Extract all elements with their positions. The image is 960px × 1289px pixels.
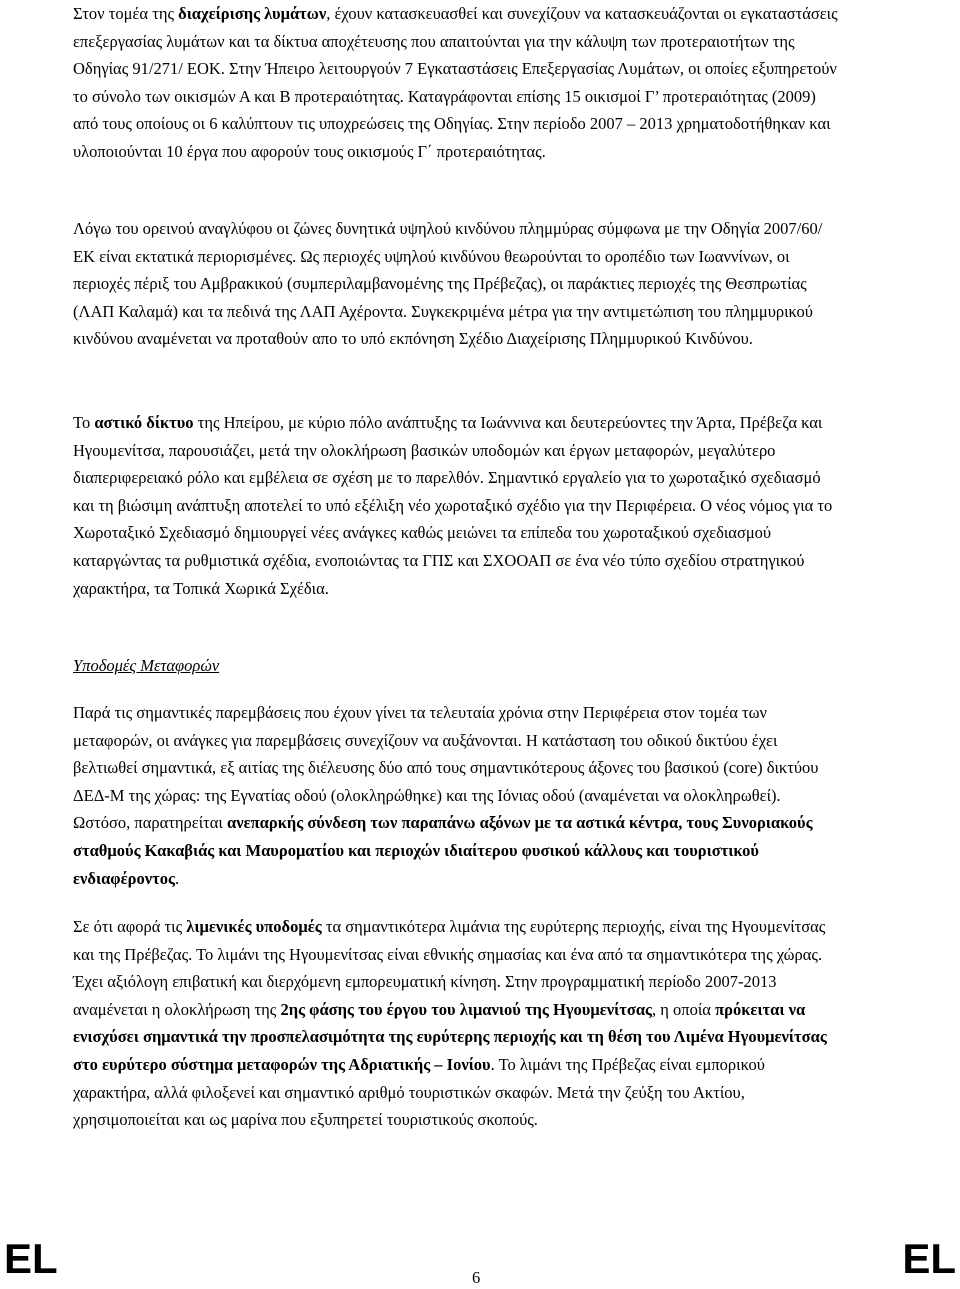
paragraph-transport <box>73 699 839 892</box>
bold-phrase-accessibility: πρόκειται να ενισχύσει σημαντικά την προσπελασιμότητα της ευρύτερης περιοχής και τη θέση του Λιμένα Ηγουμενίτσας στο ευρύτερο σύστημα μεταφορών της Αδριατικής – Ιονίου <box>73 999 827 1074</box>
bold-term-wastewater: διαχείρισης λυμάτων <box>178 4 327 23</box>
text-segment: της Ηπείρου, με κύριο πόλο ανάπτυξης τα Ιωάννινα και δευτερεύοντες την Άρτα, Πρέβεζα και Ηγουμενίτσα, παρουσιάζει, μετά την ολοκλήρωση βασικών υποδομών και έργων μεταφορών, μεγαλύτερο διαπεριφερειακό ρόλο και εμβέλεια σε σχέση με το παρελθόν. Σημαντικό εργαλείο για το χωροταξικό σχεδιασμό και τη βιώσιμη ανάπτυξη αποτελεί το υπό εξέλιξη νέο χωροταξικό σχέδιο για την Περιφέρεια. Ο νέος νόμος για το Χωροταξικό Σχεδιασμό δημιουργεί νέες ανάγκες καθώς μειώνει τα επίπεδα του χωροταξικού σχεδιασμού καταργώντας τα ρυθμιστικά σχέδια, ενοποιώντας τα ΓΠΣ και ΣΧΟΟΑΠ σε ένα νέο τύπο σχεδίου στρατηγικού χαρακτήρα, τα Τοπικά Χωρικά Σχέδια. <box>73 413 833 598</box>
text-segment: Παρά τις σημαντικές παρεμβάσεις που έχουν γίνει τα τελευταία χρόνια στην Περιφέρεια στον τομέα των μεταφορών, οι ανάγκες για παρεμβάσεις συνεχίζουν να αυξάνονται. Η κατάσταση του οδικού δικτύου έχει βελτιωθεί σημαντικά, εξ αιτίας της διέλευσης δύο από τους σημαντικότερους άξονες του βασικού (core) δικτύου ΔΕΔ-Μ της χώρας: της Εγνατίας οδού (ολοκληρώθηκε) και της Ιόνιας οδού (αναμένεται να ολοκληρωθεί). Ωστόσο, παρατηρείται <box>73 703 819 833</box>
text-segment: Στον τομέα της <box>73 4 179 23</box>
text-segment: , έχουν κατασκευασθεί και συνεχίζουν να κατασκευάζονται οι εγκαταστάσεις επεξεργασίας λυμάτων και τα δίκτυα αποχέτευσης που απαιτούνται για την κάλυψη των προτεραιοτήτων της Οδηγίας 91/271/ ΕΟΚ. Στην Ήπειρο λειτουργούν 7 Εγκαταστάσεις Επεξεργασίας Λυμάτων, οι οποίες εξυπηρετούν το σύνολο των οικισμών Α και Β προτεραιότητας. Καταγράφονται επίσης 15 οικισμοί Γ’ προτεραιότητας (2009) από τους οποίους οι 6 καλύπτουν τις υποχρεώσεις της Οδηγίας. Στην περίοδο 2007 – 2013 χρηματοδοτήθηκαν και υλοποιούνται 10 έργα που αφορούν τους οικισμούς Γ΄ προτεραιότητας. <box>73 4 838 161</box>
paragraph-ports <box>73 913 839 1134</box>
language-code-left: EL <box>4 1235 58 1282</box>
bold-term-urban-network: αστικό δίκτυο <box>94 413 194 432</box>
page-number: 6 <box>472 1268 481 1287</box>
text-segment: Το <box>73 413 95 432</box>
paragraph-urban-network <box>73 409 839 602</box>
bold-phrase-connectivity: ανεπαρκής σύνδεση των παραπάνω αξόνων με τα αστικά κέντρα, τους Συνοριακούς σταθμούς Κακαβιάς και Μαυροματίου και περιοχών ιδιαίτερου φυσικού κάλλους και τουριστικού ενδιαφέροντος <box>73 813 813 888</box>
text-segment: Σε ότι αφορά τις <box>73 917 187 936</box>
section-heading-transport: Υποδομές Μεταφορών <box>73 656 220 675</box>
text-segment: τα σημαντικότερα λιμάνια της ευρύτερης περιοχής, είναι της Ηγουμενίτσας και της Πρέβεζας. Το λιμάνι της Ηγουμενίτσας είναι εθνικής σημασίας και ένα από τα σημαντικότερα της χώρας. Έχει αξιόλογη επιβατική και διερχόμενη εμπορευματική κίνηση. Στην προγραμματική περίοδο 2007-2013 αναμένεται η ολοκλήρωση της <box>73 917 826 1019</box>
bold-phrase-port-phase: 2ης φάσης του έργου του λιμανιού της Ηγουμενίτσας <box>280 999 653 1019</box>
paragraph-wastewater <box>73 0 839 166</box>
paragraph-flood-risk: Λόγω του ορεινού αναγλύφου οι ζώνες δυνητικά υψηλού κινδύνου πλημμύρας σύμφωνα με την Οδηγία 2007/60/ΕΚ είναι εκτατικά περιορισμένες. Ως περιοχές υψηλού κινδύνου θεωρούνται το οροπέδιο των Ιωαννίνων, οι περιοχές πέριξ του Αμβρακικού (συμπεριλαμβανομένης της Πρέβεζας), οι παράκτιες περιοχές της Θεσπρωτίας (ΛΑΠ Καλαμά) και τα πεδινά της ΛΑΠ Αχέροντα. Συγκεκριμένα μέτρα για την αντιμετώπιση του πλημμυρικού κινδύνου αναμένεται να προταθούν απο το υπό εκπόνηση Σχέδιο Διαχείρισης Πλημμυρικού Κινδύνου. <box>73 219 823 349</box>
text-segment: . <box>174 868 180 888</box>
bold-term-port-infrastructure: λιμενικές υποδομές <box>186 917 322 936</box>
text-segment: , η οποία <box>652 999 716 1019</box>
language-code-right: EL <box>902 1235 956 1282</box>
text-segment: . Το λιμάνι της Πρέβεζας είναι εμπορικού χαρακτήρα, αλλά φιλοξενεί και σημαντικό αριθμό τουριστικών σκαφών. Μετά την ζεύξη του Ακτίου, χρησιμοποιείται και ως μαρίνα που εξυπηρετεί τουριστικούς σκοπούς. <box>73 1054 765 1130</box>
page-footer <box>0 1235 960 1289</box>
